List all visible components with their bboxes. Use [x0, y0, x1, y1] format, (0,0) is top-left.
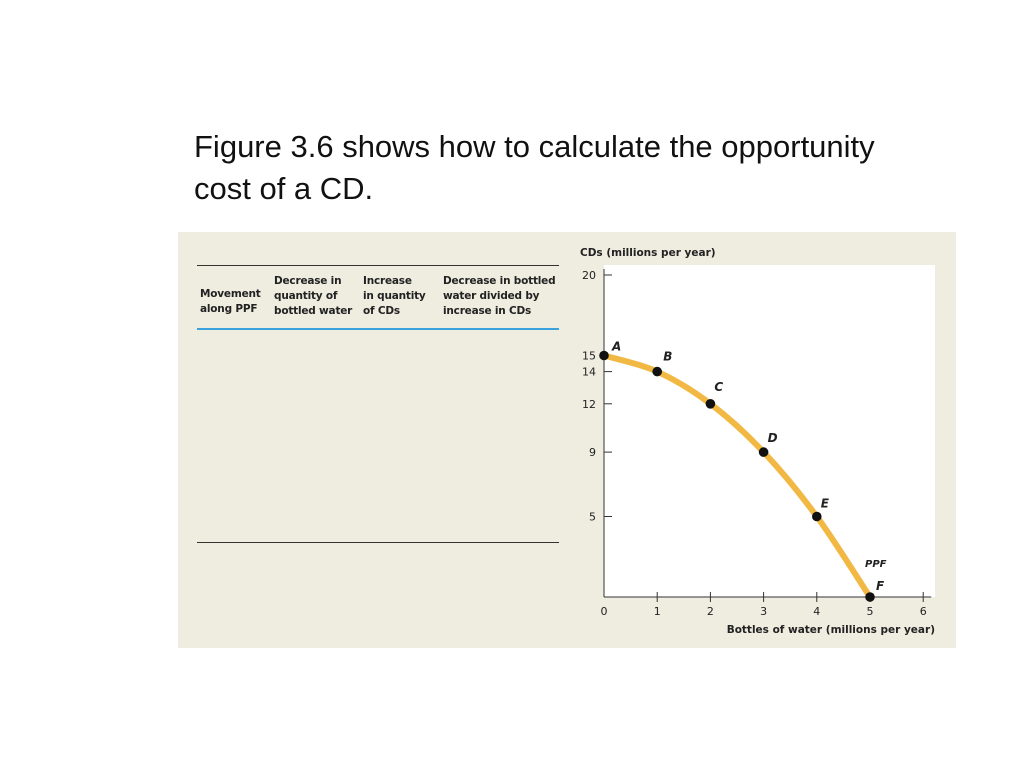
slide-title-line-1: Figure 3.6 shows how to calculate the opportunity — [194, 129, 875, 164]
table-header-ratio-line-3: increase in CDs — [443, 305, 532, 317]
ppf-point-f — [865, 592, 875, 602]
table-header-decrease-water-line-2: quantity of — [274, 290, 338, 302]
ppf-point-label-c: C — [714, 379, 724, 394]
x-tick-label: 4 — [813, 605, 821, 618]
y-tick-label: 12 — [582, 397, 596, 411]
table-header-decrease-water-line-1: Decrease in — [274, 275, 342, 287]
x-tick-label: 3 — [760, 605, 768, 618]
ppf-point-label-a: A — [612, 339, 622, 354]
x-tick-label: 6 — [919, 605, 927, 618]
y-tick-label: 15 — [582, 349, 596, 363]
ppf-chart — [178, 232, 956, 648]
ppf-point-label-e: E — [820, 496, 830, 511]
ppf-point-a — [599, 351, 609, 361]
ppf-point-b — [652, 367, 662, 377]
x-tick-label: 0 — [600, 605, 608, 618]
y-axis-label: CDs (millions per year) — [580, 247, 716, 259]
y-tick-label: 20 — [582, 269, 596, 282]
slide-title — [194, 126, 974, 210]
x-tick-label: 2 — [706, 605, 714, 618]
y-tick-label: 9 — [589, 446, 596, 460]
ppf-point-e — [812, 512, 822, 522]
table-header-increase-cds-line-3: of CDs — [363, 305, 400, 317]
x-tick-label: 1 — [653, 605, 661, 618]
figure-panel — [178, 232, 956, 648]
table-header-decrease-water-line-3: bottled water — [274, 305, 353, 317]
table-header-ratio-line-1: Decrease in bottled — [443, 275, 556, 287]
table-header-increase-cds-line-2: in quantity — [363, 290, 426, 302]
table-header-increase-cds-line-1: Increase — [363, 275, 412, 287]
ppf-point-label-b: B — [663, 349, 673, 364]
x-tick-label: 5 — [866, 605, 874, 618]
table-header-movement-line-2: along PPF — [200, 303, 258, 315]
y-tick-label: 14 — [582, 365, 596, 379]
ppf-curve-label: PPF — [865, 559, 887, 570]
table-header-movement-line-1: Movement — [200, 288, 261, 300]
slide-title-line-2: cost of a CD. — [194, 171, 374, 206]
x-axis-label: Bottles of water (millions per year) — [726, 624, 935, 636]
ppf-point-label-f: F — [876, 579, 885, 593]
y-tick-label: 5 — [589, 510, 596, 524]
ppf-point-label-d: D — [767, 431, 778, 446]
ppf-point-d — [759, 447, 769, 457]
ppf-point-c — [706, 399, 716, 409]
table-header-ratio-line-2: water divided by — [443, 290, 540, 302]
